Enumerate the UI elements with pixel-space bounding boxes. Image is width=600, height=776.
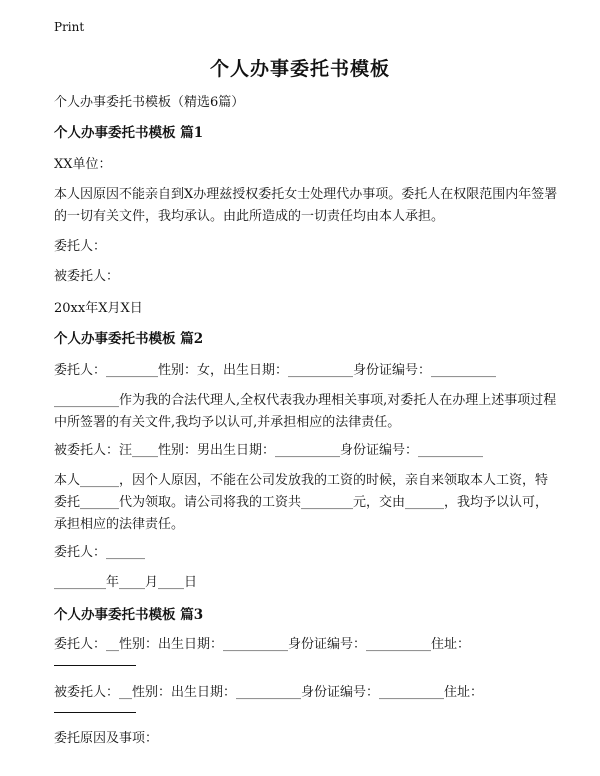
section-1-body: 本人因原因不能亲自到X办理兹授权委托女士处理代办事项。委托人在权限范围内年签署的一切有关文件，我均承认。由此所造成的一切责任均由本人承担。 [54,187,558,224]
section-1-date: 20xx年X月X日 [54,301,143,316]
print-link[interactable]: Print [54,20,85,34]
section-2-principal-line: 委托人：________性别：女，出生日期：__________身份证编号：__________ [54,363,497,378]
section-2-heading: 个人办事委托书模板 篇2 [54,331,204,347]
section-2-date: ________年____月____日 [54,575,198,590]
section-2-authorization: __________作为我的合法代理人,全权代表我办理相关事项,对委托人在办理上述事项过程中所签署的有关文件,我均予以认可,并承担相应的法律责任。 [54,393,557,430]
address-blank-line [54,712,136,713]
document-subtitle: 个人办事委托书模板（精选6篇） [54,95,245,110]
address-blank-line [54,665,136,666]
section-3-reason: 委托原因及事项： [54,731,159,746]
page-title: 个人办事委托书模板 [209,58,390,80]
section-1-heading: 个人办事委托书模板 篇1 [54,125,204,141]
section-1-recipient: XX单位： [54,157,112,172]
section-3-principal-line: 委托人：__性别：出生日期：__________身份证编号：__________住址： [54,637,471,652]
section-2-signature: 委托人：______ [54,545,146,560]
section-1-agent: 被委托人： [54,269,120,284]
section-3-agent-line: 被委托人：__性别：出生日期：__________身份证编号：__________住址： [54,685,484,700]
section-2-body: 本人______，因个人原因，不能在公司发放我的工资的时候，亲自来领取本人工资，特委托______代为领取。请公司将我的工资共________元，交由______，我均予以认可，承担相应的法律责任。 [54,473,549,532]
section-2-agent-line: 被委托人：汪____性别：男出生日期：__________身份证编号：__________ [54,443,484,458]
section-1-principal: 委托人： [54,239,107,254]
section-3-heading: 个人办事委托书模板 篇3 [54,607,204,623]
